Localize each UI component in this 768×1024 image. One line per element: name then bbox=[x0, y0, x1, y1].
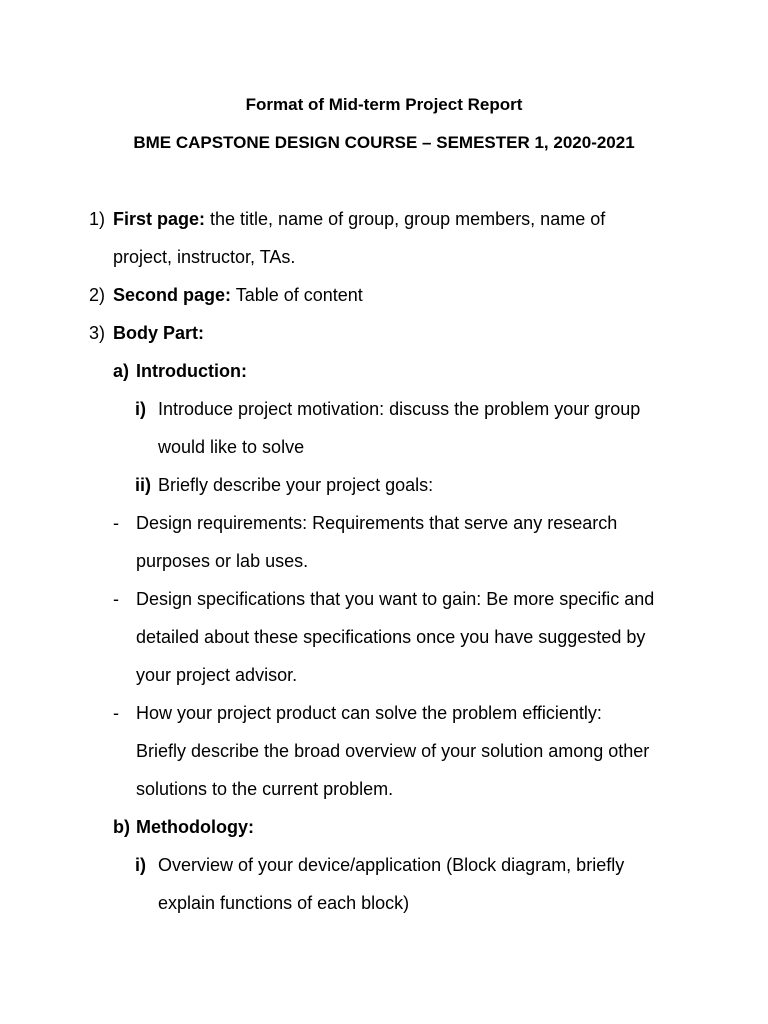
list-marker: 2) bbox=[89, 285, 106, 305]
item-label: First page: bbox=[113, 209, 206, 229]
bullet-continuation: detailed about these specifications once you have suggested by bbox=[136, 627, 646, 647]
section-label: Methodology: bbox=[136, 817, 254, 837]
bullet-continuation: Briefly describe the broad overview of your solution among other bbox=[136, 741, 650, 761]
section-label: Introduction: bbox=[136, 361, 247, 381]
method-subitem-i-continuation: explain functions of each block) bbox=[158, 893, 410, 913]
section-marker: b) bbox=[113, 817, 130, 837]
bullet-continuation: your project advisor. bbox=[136, 665, 298, 685]
subitem-text: Introduce project motivation: discuss the problem your group bbox=[158, 399, 641, 419]
section-marker: a) bbox=[113, 361, 130, 381]
bullet-solution-overview bbox=[113, 702, 602, 724]
item-label: Second page: bbox=[113, 285, 232, 305]
section-methodology bbox=[113, 816, 254, 838]
item-body-part bbox=[89, 322, 205, 344]
item-second-page bbox=[89, 284, 363, 306]
subitem-text: Overview of your device/application (Block diagram, briefly bbox=[158, 855, 625, 875]
subitem-marker: ii) bbox=[135, 475, 151, 495]
item-text: Table of content bbox=[231, 285, 363, 305]
intro-subitem-i bbox=[135, 398, 641, 420]
document-subtitle: BME CAPSTONE DESIGN COURSE – SEMESTER 1, 2020-2021 bbox=[133, 133, 635, 152]
bullet-dash: - bbox=[113, 513, 119, 533]
list-marker: 1) bbox=[89, 209, 106, 229]
item-first-page bbox=[89, 208, 606, 230]
item-text: the title, name of group, group members, name of bbox=[205, 209, 606, 229]
bullet-text: How your project product can solve the problem efficiently: bbox=[136, 703, 602, 723]
subitem-marker: i) bbox=[135, 399, 146, 419]
bullet-continuation: purposes or lab uses. bbox=[136, 551, 309, 571]
intro-subitem-ii bbox=[135, 474, 434, 496]
section-introduction bbox=[113, 360, 247, 382]
bullet-design-specifications bbox=[113, 588, 655, 610]
bullet-continuation: solutions to the current problem. bbox=[136, 779, 394, 799]
bullet-dash: - bbox=[113, 589, 119, 609]
subitem-text: Briefly describe your project goals: bbox=[158, 475, 434, 495]
document-title: Format of Mid-term Project Report bbox=[245, 95, 523, 114]
bullet-text: Design specifications that you want to gain: Be more specific and bbox=[136, 589, 655, 609]
item-first-page-continuation: project, instructor, TAs. bbox=[113, 247, 296, 267]
intro-subitem-i-continuation: would like to solve bbox=[158, 437, 305, 457]
bullet-design-requirements bbox=[113, 512, 618, 534]
item-label: Body Part: bbox=[113, 323, 205, 343]
bullet-dash: - bbox=[113, 703, 119, 723]
list-marker: 3) bbox=[89, 323, 106, 343]
bullet-text: Design requirements: Requirements that serve any research bbox=[136, 513, 618, 533]
method-subitem-i bbox=[135, 854, 625, 876]
subitem-marker: i) bbox=[135, 855, 146, 875]
